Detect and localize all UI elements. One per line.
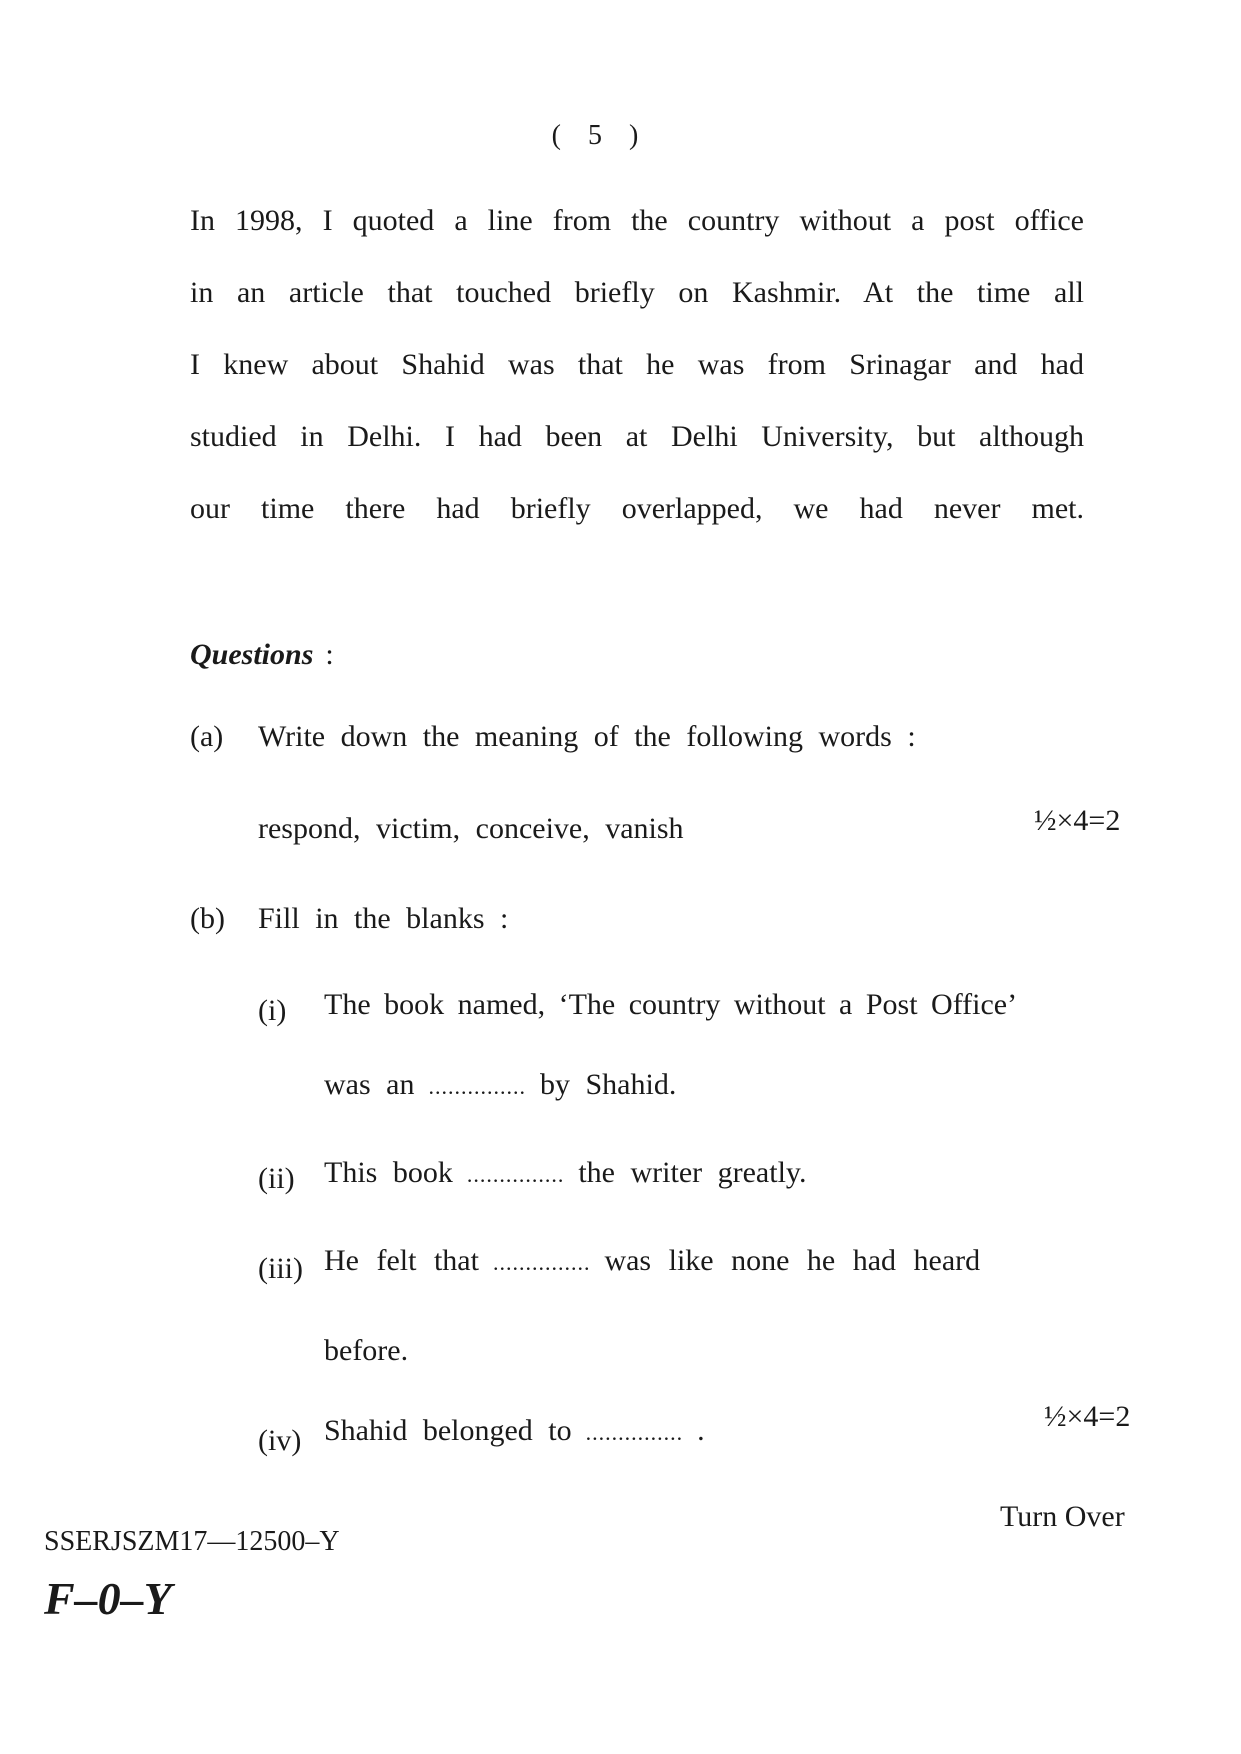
blank-item-i-line2 bbox=[324, 1068, 676, 1102]
page-number: ( 5 ) bbox=[551, 120, 649, 151]
blank-item-iii-after: was like none he had heard bbox=[604, 1244, 981, 1277]
blank-ii: ............... bbox=[466, 1162, 565, 1188]
blank-item-iv-label: (iv) bbox=[258, 1424, 302, 1457]
passage-line-2: in an article that touched briefly on Kashmir. At the time all bbox=[190, 276, 1084, 309]
blank-item-iii-before: He felt that bbox=[324, 1244, 479, 1277]
blank-item-iii-label: (iii) bbox=[258, 1252, 303, 1285]
passage-line-3: I knew about Shahid was that he was from Srinagar and had bbox=[190, 348, 1084, 381]
blank-item-ii-line bbox=[324, 1156, 806, 1190]
blank-item-iv-line bbox=[324, 1414, 705, 1448]
blank-iii: ............... bbox=[492, 1250, 591, 1276]
blank-item-ii-before: This book bbox=[324, 1156, 453, 1189]
passage-line-1: In 1998, I quoted a line from the country without a post office bbox=[190, 204, 1084, 237]
blank-item-iv-before: Shahid belonged to bbox=[324, 1414, 572, 1447]
blank-item-ii-after: the writer greatly. bbox=[578, 1156, 807, 1189]
blank-iv: ............... bbox=[585, 1420, 684, 1446]
questions-heading bbox=[190, 638, 334, 672]
blank-item-iii-line bbox=[324, 1244, 980, 1278]
question-b-label: (b) bbox=[190, 902, 225, 935]
question-a-label: (a) bbox=[190, 720, 224, 753]
question-a-words: respond, victim, conceive, vanish bbox=[258, 812, 684, 845]
passage-line-4: studied in Delhi. I had been at Delhi University, but although bbox=[190, 420, 1084, 453]
question-a-text: Write down the meaning of the following words : bbox=[258, 720, 916, 753]
questions-heading-colon: : bbox=[325, 638, 334, 671]
blank-i: ............... bbox=[428, 1074, 526, 1100]
blank-item-i-line2-before: was an bbox=[324, 1068, 415, 1101]
passage-line-5: our time there had briefly overlapped, we had never met. bbox=[190, 492, 1084, 525]
question-a-marks: ½×4=2 bbox=[1034, 804, 1121, 837]
paper-code: SSERJSZM17—12500–Y bbox=[44, 1526, 340, 1557]
paper-series: F–0–Y bbox=[44, 1573, 172, 1624]
blank-item-iii-line2: before. bbox=[324, 1334, 409, 1367]
question-b-text: Fill in the blanks : bbox=[258, 902, 509, 935]
blank-item-ii-label: (ii) bbox=[258, 1162, 295, 1195]
turn-over: Turn Over bbox=[1000, 1500, 1125, 1533]
blank-item-i-label: (i) bbox=[258, 994, 287, 1027]
blank-item-i-text: The book named, ‘The country without a Post Office’ bbox=[324, 988, 1018, 1021]
questions-heading-text: Questions bbox=[190, 638, 314, 671]
blank-item-iv-after: . bbox=[697, 1414, 705, 1447]
blank-item-i-line2-after: by Shahid. bbox=[539, 1068, 677, 1101]
question-b-marks: ½×4=2 bbox=[1044, 1400, 1131, 1433]
